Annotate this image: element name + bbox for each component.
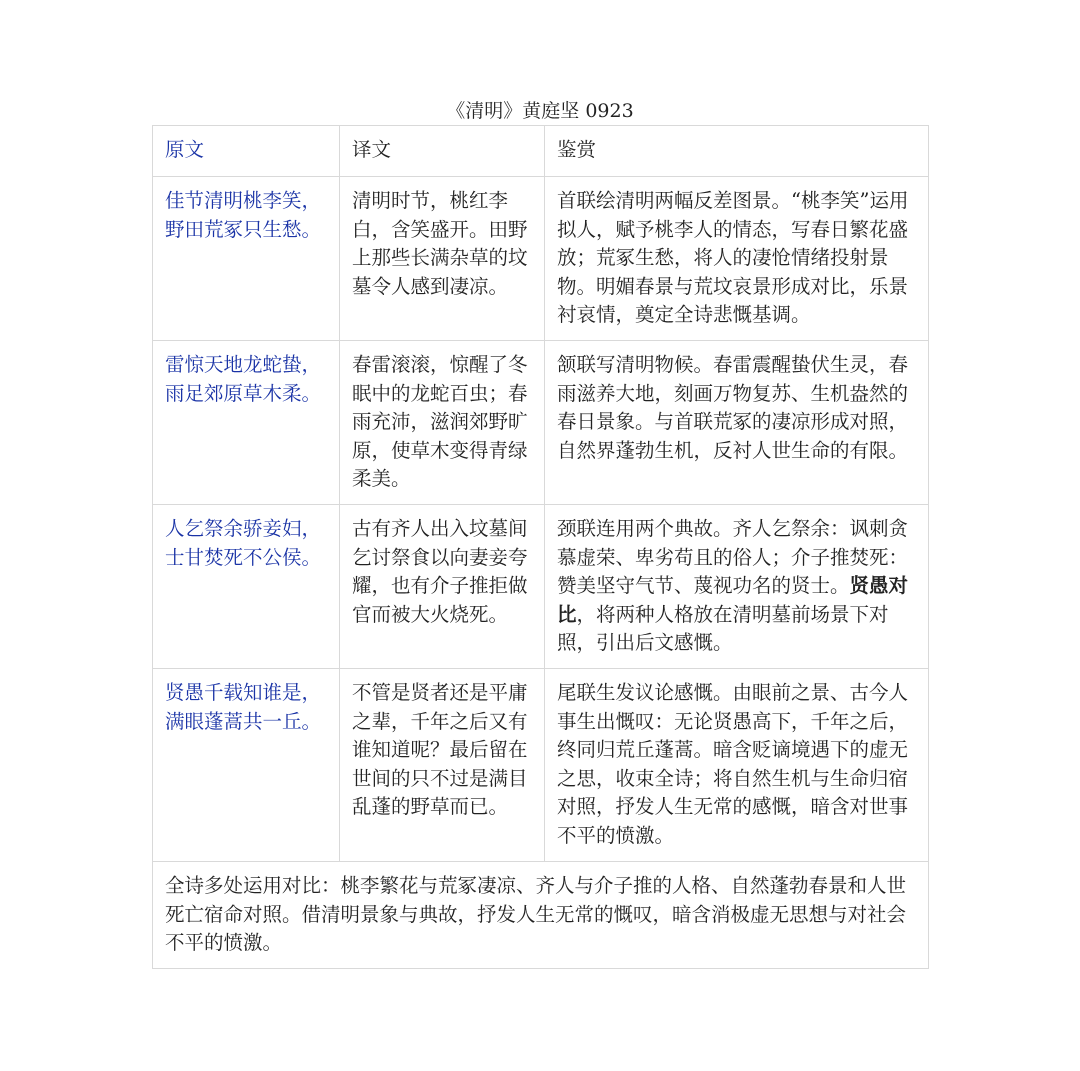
original-text-cell: 佳节清明桃李笑，野田荒冢只生愁。 bbox=[153, 177, 340, 341]
summary-row bbox=[153, 861, 929, 968]
translation-cell: 古有齐人出入坟墓间乞讨祭食以向妻妾夸耀，也有介子推拒做官而被大火烧死。 bbox=[340, 504, 545, 668]
appreciation-cell: 首联绘清明两幅反差图景。“桃李笑”运用拟人，赋予桃李人的情态，写春日繁花盛放；荒冢生愁，将人的凄怆情绪投射景物。明媚春景与荒坟哀景形成对比，乐景衬哀情，奠定全诗悲慨基调。 bbox=[545, 177, 929, 341]
poem-analysis-table bbox=[152, 125, 929, 969]
translation-cell: 不管是贤者还是平庸之辈，千年之后又有谁知道呢？最后留在世间的只不过是满目乱蓬的野草而已。 bbox=[340, 668, 545, 861]
table-row bbox=[153, 668, 929, 861]
table-row bbox=[153, 504, 929, 668]
translation-cell: 春雷滚滚，惊醒了冬眠中的龙蛇百虫；春雨充沛，滋润郊野旷原，使草木变得青绿柔美。 bbox=[340, 340, 545, 504]
appreciation-cell: 颔联写清明物候。春雷震醒蛰伏生灵，春雨滋养大地，刻画万物复苏、生机盎然的春日景象。与首联荒冢的凄凉形成对照，自然界蓬勃生机，反衬人世生命的有限。 bbox=[545, 340, 929, 504]
header-appreciation: 鉴赏 bbox=[545, 126, 929, 177]
table-row bbox=[153, 340, 929, 504]
translation-cell: 清明时节，桃红李白，含笑盛开。田野上那些长满杂草的坟墓令人感到凄凉。 bbox=[340, 177, 545, 341]
header-translation: 译文 bbox=[340, 126, 545, 177]
original-text-cell: 人乞祭余骄妾妇，士甘焚死不公侯。 bbox=[153, 504, 340, 668]
appreciation-text-lead: 颈联连用两个典故。齐人乞祭余：讽刺贪慕虚荣、卑劣苟且的俗人；介子推焚死：赞美坚守气节、蔑视功名的贤士。 bbox=[557, 516, 909, 598]
appreciation-cell: 尾联生发议论感慨。由眼前之景、古今人事生出慨叹：无论贤愚高下，千年之后，终同归荒丘蓬蒿。暗含贬谪境遇下的虚无之思，收束全诗；将自然生机与生命归宿对照，抒发人生无常的感慨，暗含对世事不平的愤激。 bbox=[545, 668, 929, 861]
table-row bbox=[153, 177, 929, 341]
header-original: 原文 bbox=[153, 126, 340, 177]
original-text-cell: 雷惊天地龙蛇蛰，雨足郊原草木柔。 bbox=[153, 340, 340, 504]
document-title: 《清明》黄庭坚 0923 bbox=[446, 100, 634, 122]
appreciation-text-rest: ，将两种人格放在清明墓前场景下对照，引出后文感慨。 bbox=[557, 602, 889, 655]
summary-cell: 全诗多处运用对比：桃李繁花与荒冢凄凉、齐人与介子推的人格、自然蓬勃春景和人世死亡宿命对照。借清明景象与典故，抒发人生无常的慨叹，暗含消极虚无思想与对社会不平的愤激。 bbox=[153, 861, 929, 968]
table-header-row bbox=[153, 126, 929, 177]
appreciation-emphasis: 贤愚对比 bbox=[557, 574, 909, 626]
appreciation-cell bbox=[545, 504, 929, 668]
original-text-cell: 贤愚千载知谁是，满眼蓬蒿共一丘。 bbox=[153, 668, 340, 861]
